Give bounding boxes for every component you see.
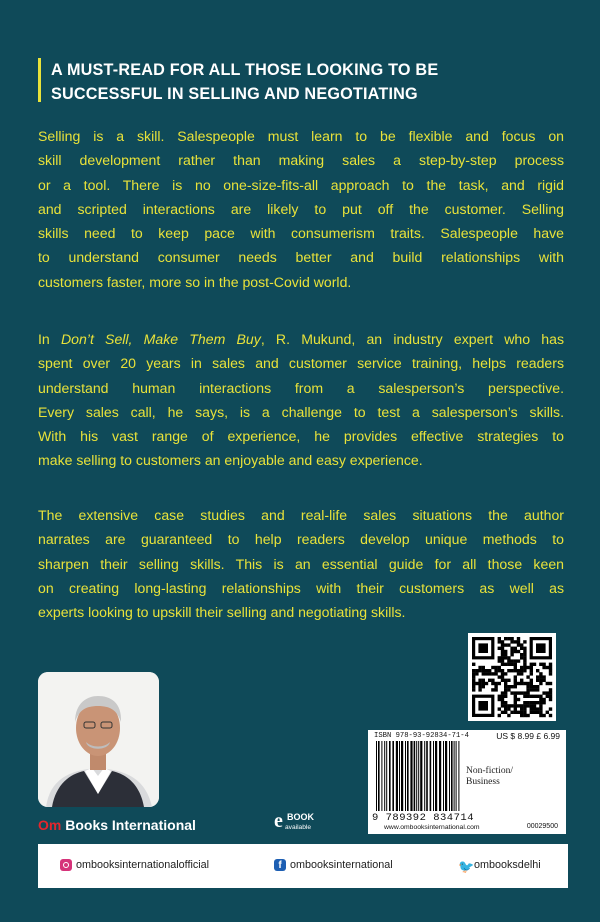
text-line: experts looking to upskill their selling and negotiating skills.: [38, 604, 406, 621]
text-line: Selling is a skill. Salespeople must learn to be flexible and focus on: [38, 128, 564, 144]
facebook-icon: f: [274, 859, 286, 871]
text-line: [38, 327, 564, 351]
paragraph-3: [38, 503, 564, 624]
text-line: and scripted interactions are likely to put off the customer. Selling: [38, 200, 564, 217]
text-line: Every sales call, he says, is a challenge to test a salesperson’s skills.: [38, 403, 564, 420]
text-fragment: , R. Mukund, an industry expert who has: [260, 331, 565, 347]
text-line: sharpen their selling skills. This is an essential guide for all those keen: [38, 555, 564, 572]
twitter-handle[interactable]: [458, 857, 541, 873]
paragraph-2: [38, 327, 564, 473]
barcode-image: [374, 741, 462, 811]
text-line: on creating long-lasting relationships with their customers as well as: [38, 579, 564, 596]
headline: [51, 58, 571, 106]
ebook-available-badge: [274, 811, 314, 837]
instagram-handle[interactable]: [60, 857, 209, 873]
text-line: narrates are guaranteed to help readers develop unique methods to: [38, 531, 564, 548]
text-line: make selling to customers an enjoyable and easy experience.: [38, 452, 423, 469]
genre-line: Non-fiction/: [466, 766, 513, 776]
social-footer: [38, 844, 568, 888]
ebook-available: available: [285, 824, 312, 831]
facebook-label: ombooksinternational: [290, 859, 393, 871]
qr-code[interactable]: [468, 633, 556, 721]
paragraph-1: [38, 124, 564, 294]
text-line: The extensive case studies and real-life sales situations the author: [38, 507, 564, 523]
genre-line: Business: [466, 777, 500, 787]
publisher-om: Om: [38, 817, 62, 833]
publisher-name: Books International: [61, 817, 196, 833]
text-fragment: In: [38, 331, 61, 347]
text-line: customers faster, more so in the post-Covid world.: [38, 273, 352, 290]
publisher-logo: [38, 817, 196, 833]
headline-accent-bar: [38, 58, 41, 102]
headline-line: A MUST-READ FOR ALL THOSE LOOKING TO BE: [51, 61, 439, 79]
price-label: US $ 8.99 £ 6.99: [496, 731, 560, 741]
genre-label: [466, 766, 513, 788]
text-line: spent over 20 years in sales and customer service training, helps readers: [38, 355, 564, 372]
ebook-e: e: [274, 810, 283, 832]
publisher-url: www.ombooksinternational.com: [384, 824, 480, 831]
twitter-label: ombooksdelhi: [474, 859, 541, 871]
text-line: With his vast range of experience, he provides effective strategies to: [38, 428, 564, 445]
isbn-label: ISBN 978-93-92834-71-4: [374, 732, 469, 740]
product-code: 00029500: [526, 823, 558, 830]
ebook-label: BOOK: [287, 812, 314, 822]
text-line: skills need to keep pace with consumerism traits. Salespeople have: [38, 225, 564, 242]
instagram-label: ombooksinternationalofficial: [76, 859, 210, 871]
barcode-number: 9 789392 834714: [372, 812, 475, 824]
text-line: to understand consumer needs better and build relationships with: [38, 249, 564, 266]
text-line: skill development rather than making sales a step-by-step process: [38, 152, 564, 169]
isbn-barcode-panel: [368, 730, 566, 834]
text-line: or a tool. There is no one-size-fits-all approach to the task, and rigid: [38, 176, 564, 193]
headline-line: SUCCESSFUL IN SELLING AND NEGOTIATING: [51, 85, 418, 103]
twitter-icon: 🐦: [458, 859, 475, 874]
book-title: Don’t Sell, Make Them Buy: [60, 331, 261, 347]
author-photo: [38, 672, 159, 807]
instagram-icon: [60, 859, 72, 871]
text-line: understand human interactions from a salesperson’s perspective.: [38, 379, 564, 396]
facebook-handle[interactable]: [274, 857, 393, 873]
